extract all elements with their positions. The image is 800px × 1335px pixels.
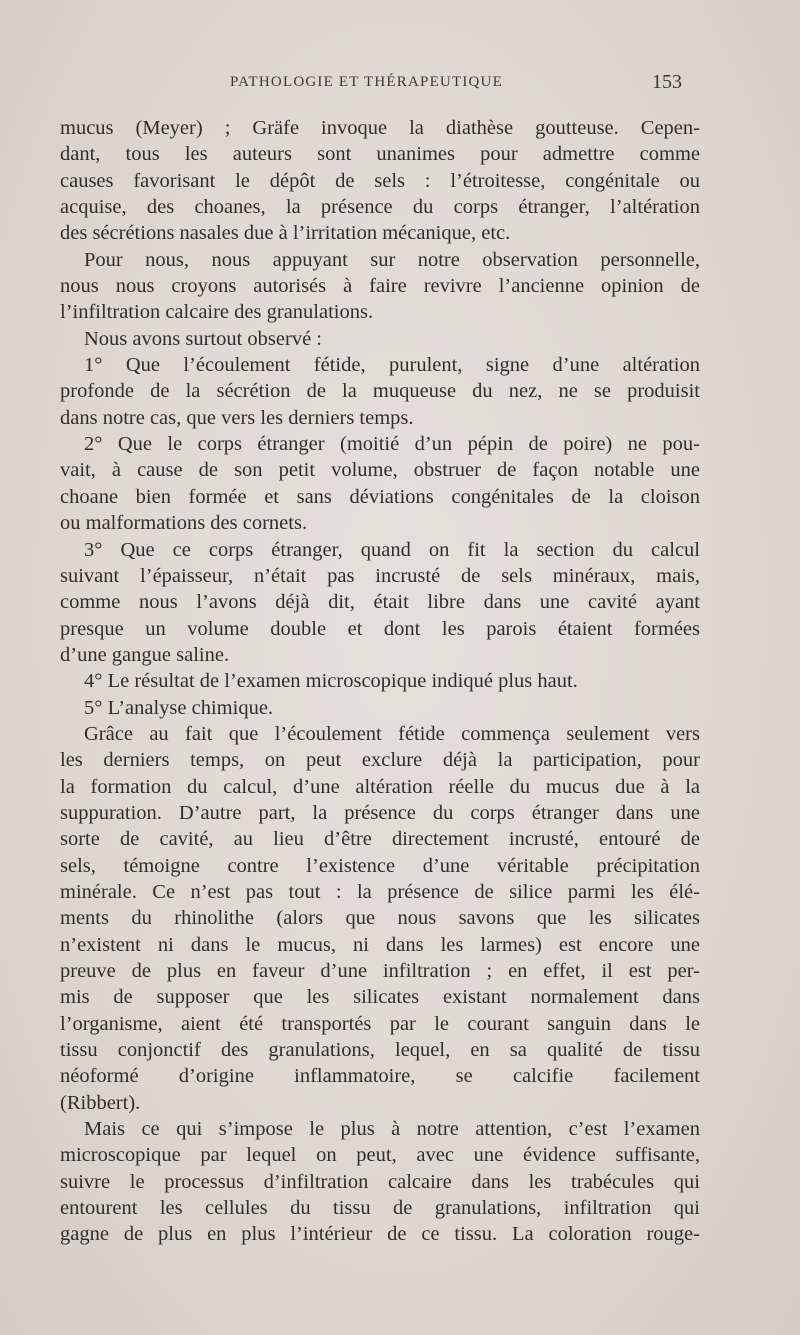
text-line: l’infiltration calcaire des granulations. [60, 301, 374, 324]
text-line: acquise, des choanes, la présence du corps étranger, l’altération [60, 196, 700, 219]
text-line: dans notre cas, que vers les derniers temps. [60, 406, 414, 429]
text-line: ou malformations des cornets. [60, 512, 308, 535]
text-line: nous nous croyons autorisés à faire revivre l’ancienne opinion de [60, 275, 700, 298]
text-line: ments du rhinolithe (alors que nous savons que les silicates [60, 907, 700, 930]
text-line: suivant l’épaisseur, n’était pas incrusté de sels minéraux, mais, [60, 564, 700, 587]
text-line: d’une gangue saline. [60, 643, 230, 666]
text-line: 4° Le résultat de l’examen microscopique indiqué plus haut. [84, 670, 578, 693]
text-line: choane bien formée et sans déviations congénitales de la cloison [60, 485, 700, 508]
text-line: sels, témoigne contre l’existence d’une véritable précipitation [60, 854, 700, 877]
text-line: (Ribbert). [60, 1091, 141, 1114]
text-line: 3° Que ce corps étranger, quand on fit la section du calcul [84, 538, 700, 561]
running-title: PATHOLOGIE ET THÉRAPEUTIQUE [230, 74, 503, 90]
text-line: Nous avons surtout observé : [84, 327, 323, 350]
text-line: vait, à cause de son petit volume, obstruer de façon notable une [60, 459, 700, 482]
body-text [60, 115, 700, 1248]
text-line: entourent les cellules du tissu de granulations, infiltration qui [60, 1197, 700, 1220]
text-line: tissu conjonctif des granulations, lequel, en sa qualité de tissu [60, 1039, 700, 1062]
text-line: 1° Que l’écoulement fétide, purulent, signe d’une altération [84, 354, 700, 377]
text-line: suppuration. D’autre part, la présence du corps étranger dans une [60, 801, 700, 824]
page-header [60, 71, 682, 98]
text-line: profonde de la sécrétion de la muqueuse du nez, ne se produisit [60, 380, 700, 403]
page-number: 153 [652, 71, 682, 93]
text-line: mis de supposer que les silicates existant normalement dans [60, 986, 700, 1009]
text-line: la formation du calcul, d’une altération réelle du mucus due à la [60, 775, 700, 798]
text-line: 2° Que le corps étranger (moitié d’un pépin de poire) ne pou- [84, 433, 700, 456]
text-line: 5° L’analyse chimique. [84, 696, 274, 719]
text-line: n’existent ni dans le mucus, ni dans les larmes) est encore une [60, 933, 700, 956]
text-line: minérale. Ce n’est pas tout : la présence de silice parmi les élé- [60, 880, 700, 903]
text-line: dant, tous les auteurs sont unanimes pour admettre comme [60, 143, 700, 166]
text-line: comme nous l’avons déjà dit, était libre dans une cavité ayant [60, 591, 700, 614]
text-line: Pour nous, nous appuyant sur notre observation personnelle, [84, 248, 700, 271]
text-line: presque un volume double et dont les parois étaient formées [60, 617, 700, 640]
text-line: sorte de cavité, au lieu d’être directement incrusté, entouré de [60, 828, 700, 851]
text-line: l’organisme, aient été transportés par le courant sanguin dans le [60, 1012, 700, 1035]
text-line: preuve de plus en faveur d’une infiltration ; en effet, il est per- [60, 960, 700, 982]
text-line: néoformé d’origine inflammatoire, se calcifie facilement [60, 1065, 700, 1088]
text-line: des sécrétions nasales due à l’irritation mécanique, etc. [60, 222, 511, 245]
text-line: les derniers temps, on peut exclure déjà la participation, pour [60, 749, 700, 772]
text-line: causes favorisant le dépôt de sels : l’étroitesse, congénitale ou [60, 169, 700, 192]
text-line: microscopique par lequel on peut, avec une évidence suffisante, [60, 1144, 700, 1167]
text-line: mucus (Meyer) ; Gräfe invoque la diathèse goutteuse. Cepen- [60, 117, 700, 139]
text-line: Mais ce qui s’impose le plus à notre attention, c’est l’examen [84, 1118, 700, 1141]
text-line: suivre le processus d’infiltration calcaire dans les trabécules qui [60, 1170, 700, 1193]
text-line: Grâce au fait que l’écoulement fétide commença seulement vers [84, 722, 700, 745]
text-line: gagne de plus en plus l’intérieur de ce tissu. La coloration rouge- [60, 1223, 700, 1246]
